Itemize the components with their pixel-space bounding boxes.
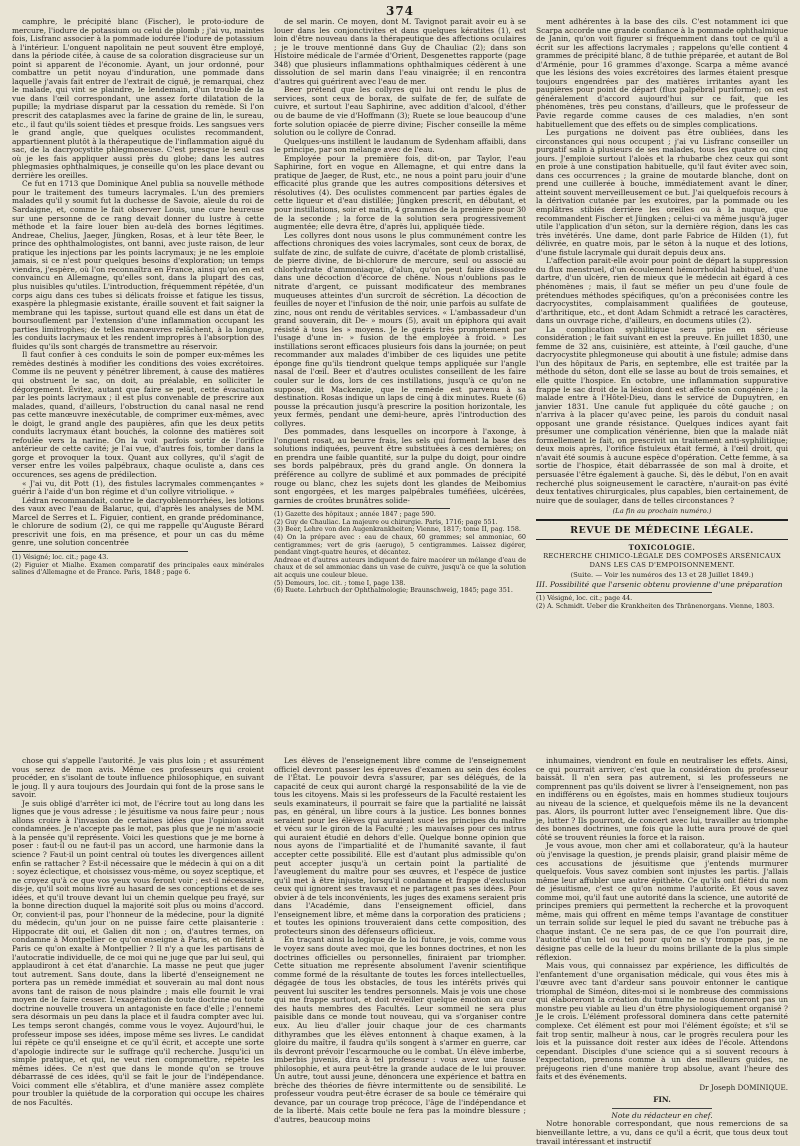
paragraph: Les collyres dont nous usons le plus communément contre les affections chroniques des voies lacrymales, sont ceux de borax, de sulfate de zinc, de sulfate de cuivre, d'acétate de plomb cristallisé, de pierre divine, de bi-chlorure de mercure, seul ou associé au chlorhydrate d'ammoniaque, d'alun, qu'on peut faire dissoudre dans une décoction d'écorce de chêne. Nous n'oublions pas le nitrate d'argent, ce puissant modificateur des membranes muqueuses atteintes d'un surcroît de sécrétion. La décoction de feuilles de noyer et l'infusion de thé noir, unie parfois au sulfate de zinc, nous ont rendu de véritables services. « L'ambassadeur d'un grand souverain, dit De- » mours (5), avait un épiphora qui avait résisté à tous les » moyens. Je le guéris très promptement par l'usage d'une in- » fusion de thé employée à froid. » Les instillations seront efficaces plusieurs fois dans la journée; on peut recommander aux malades d'imbiber de ces liquides une petite éponge fine qu'ils tiendront quelque temps appliquée sur l'angle nasal de l'œil. Beer et d'autres oculistes conseillent de les faire couler sur le dos, lors de ces instillations, jusqu'à ce qu'on ne suppose, dit Mackenzie, que le remède est parvenu à sa destination. Rosas indique un laps de cinq à dix minutes. Ruete (6) pousse la précaution jusqu'à prescrire la position horizontale, les yeux fermés, pendant une demi-heure, après l'introduction des collyres. [274,230,526,428]
paragraph: camphre, le précipité blanc (Fischer), le proto-iodure de mercure, l'iodure de potassium ou celui de plomb ; j'ai vu, maintes fois, Lisfranc associer à la pommade iodurée l'iodure de potassium à l'intérieur. L'onguent napolitain ne peut souvent être employé, dans la période citée, à cause de sa coloration disgracieuse sur un point si apparent de l'économie. Ayant, un jour ordonné, pour combattre un petit noyau d'induration, une pommade dans laquelle j'avais fait entrer de l'extrait de ciguë, je remarquai, chez le malade, qui vint se plaindre, le lendemain, d'un trouble de la vue dans l'œil correspondant, une assez forte dilatation de la pupille; la mydriase disparut par la cessation du remède. Si l'on prescrit des cataplasmes avec la farine de graine de lin, le sureau, etc., il faut qu'ils soient tièdes et presque froids. Les sangsues vers le grand angle, que quelques oculistes recommandent, appartiennent plutôt à la thérapeutique de l'inflammation aiguë du sac, de la dacryocystite phlegmoneuse. C'est presque le seul cas où je les fais appliquer aussi près du globe; dans les autres phlegmasies ophthalmiques, je conseille qu'on les place devant ou derrière les oreilles. [12,17,264,180]
footnote: (5) Demours, loc. cit. ; tome I, page 138. [274,578,406,587]
top-section [12,18,788,751]
bottom-column-3 [536,757,788,1146]
subsection-title: TOXICOLOGIE. [628,543,696,553]
editor-note-title: Note du rédacteur en chef. [611,1110,713,1120]
paragraph: Des pommades, dans lesquelles on incorpore à l'axonge, à l'onguent rosat, au beurre frais, les sels qui forment la base des solutions indiquées, peuvent être substituées à ces dernières; on en prendra une faible quantité, sur la pulpe du doigt, pour oindre ses bords palpébraux, près du grand angle. On donnera la préférence au collyre de sublimé et aux pommades de précipité rouge ou blanc, chez les sujets dont les glandes de Meibomius sont engorgées, et les marges palpébrales tuméfiées, ulcérées, garnies de croûtes brunâtres solide- [274,427,526,505]
paragraph: chose qui s'appelle l'autorité. Je vais plus loin ; et assurément vous serez de mon avis. Même ces professeurs qui croient procéder, en s'isolant de toute influence philosophique, en suivant le joug. Il y aura toujours des Jourdain qui font de la prose sans le savoir. [12,756,264,800]
bottom-column-2 [274,757,526,1146]
footnote: (3) Beer, Lehre von den Augenkrankheiten; Vienne, 1817; tome II, pag. 158. [274,525,521,534]
paragraph: La complication syphilitique sera prise en sérieuse considération ; le fait suivant en est la preuve. En juillet 1830, une femme de 32 ans, cuisinière, est atteinte, à l'œil gauche, d'une dacryocystite phlegmoneuse qui aboutit à une fistule; admise dans l'un des hôpitaux de Paris, en septembre, elle est traitée par la méthode du séton, dont elle se lasse au bout de trois semaines, et elle quitte l'hospice. En octobre, une inflammation suppurative frappe le sac droit de la lésion dont est affecté son congénère ; la malade entre à l'Hôtel-Dieu, dans le service de Dupuytren, en janvier 1831. Une canule fut appliquée du côté gauche ; on n'arriva à la placer qu'avec peine, les parois du conduit nasal opposant une grande résistance. Quelques indices ayant fait présumer une complication vénérienne, bien que la malade niât formellement le fait, on prescrivit un traitement anti-syphilitique; deux mois après, l'orifice fistuleux était fermé, à l'œil droit, qui n'avait été soumis à aucune espèce d'opération. Cette femme, à sa sortie de l'hospice, était débarrassée de son mal à droite, et persuasée l'être également à gauche. Si, dès le début, l'on en avait recherché plus soigneusement le caractère, n'aurait-on pas évité deux tentatives chirurgicales, plus capables, bien certainement, de nuire que de soulager, dans de telles circonstances ? [536,324,788,505]
divider [612,1108,713,1109]
paragraph: « J'ai vu, dit Pott (1), des fistules lacrymales commençantes » guérir à l'aide d'un bon régime et d'un collyre vitriolique. » [12,478,264,497]
paragraph: inhumaines, viendront en foule en neutraliser les effets. Ainsi, ce qui pourrait arriver, c'est que la considération du professeur baissât. Il n'en sera pas autrement, si les professeurs ne comprennent pas qu'ils doivent se livrer à l'enseignement, non pas en indifférens ou en égoïstes, mais en hommes studieux toujours au niveau de la science, et quelquefois même ils ne la devancent pas. Alors, ils pourront lutter avec l'enseignement libre. Que dis-je, lutter ? Ils pourront, de concert avec lui, travailler au triomphe des bonnes doctrines, une fois que la lutte aura prouvé de quel côté se trouvent réunies la force et la raison. [536,756,788,842]
paragraph: L'affection parait-elle avoir pour point de départ la suppression du flux menstruel, d'un écoulement hémorrhoïdal habituel, d'une dartre, d'un ulcère, rien de mieux que le médecin ait égard à ces phénomènes ; mais, il faut se méfier un peu d'une foule de prétendues méthodes spécifiques, qu'on a préconisées contre les dacryocystites, complaisamment qualifiées de gouteuse, d'arthritique, etc., et dont Adam Schmidt a retracé les caractères, dans un ouvrage riche, d'ailleurs, en documens utiles (2). [536,256,788,326]
footnote: (1) Gazette des hôpitaux ; année 1847 ; page 590. [274,510,436,519]
page-number: 374 [385,4,415,18]
part-heading: III. Possibilité que l'arsenic obtenu provienne d'une préparation [536,580,783,590]
footnote: (6) Ruete. Lehrbuch der Ophthalmologie; Braunschweig, 1845; page 351. [274,586,513,595]
paragraph: Les élèves de l'enseignement libre comme de l'enseignement officiel devront passer les épreuves d'examen au sein des écoles de l'État. Le pouvoir devra s'assurer, par ses délégués, de la capacité de ceux qui auront chargé la responsabilité de la vie de tous les citoyens. Mais si les professeurs de la Faculté restaient les seuls examinateurs, il pourrait se faire que la partialité ne laissât pas, en général, un libre cours à la justice. Les bonnes bonnes seraient pour les élèves qui auraient sucé les principes du maître et vécu sur le giron de la Faculté ; les mauvaises pour ces intrus qui auraient étudié en dehors d'elle. Quelque bonne opinion que nous ayons de l'impartialité et de l'humanité savante, il faut accepter cette possibilité. Elle est d'autant plus admissible qu'on peut accepter jusqu'à un certain point la partialité de l'aveuglement du maître pour ses œuvres, et l'espèce de justice qu'il met à être injuste, lorsqu'il condamne et frappe d'exclusion ceux qui ignorent ses travaux et ne partagent pas ses idées. Pour obvier à de tels inconvénients, les juges des examens seraient pris dans l'Académie, dans l'enseignement officiel, dans l'enseignement libre, et même dans la corporation des praticiens ; et toutes les opinions trouveraient dans cette composition, des protecteurs sinon des défenseurs officieux. [274,756,526,936]
section-divider-thin [536,539,788,540]
top-column-2 [274,18,526,751]
section-divider [536,519,788,521]
footnote: (2) Figuier et Mialhe. Examen comparatif des principales eaux minérales salines d'Allemagne et de France. Paris, 1848 ; page 6. [12,560,264,577]
footnote: (1) Vésigné, loc. cit.; page 44. [536,594,633,603]
footnote-divider [274,508,450,509]
footnote-divider [536,592,712,593]
paragraph: Employée pour la première fois, dit-on, par Taylor, l'eau Saphirine, fort en vogue en Allemagne, et qui entre dans la pratique de Jaeger, de Rust, etc., ne nous a point paru jouir d'une efficacité plus grande que les autres compositions détersives et résolutives (4). Des oculistes commencent par parties égales de cette liqueur et d'eau distillée; Jüngken prescrit, en débutant, et pour instillations, soir et matin, 4 grammes de la première pour 30 de la seconde ; la force de la solution sera progressivement augmentée; elle devra être, d'après lui, appliquée tiède. [274,153,526,232]
section-title: REVUE DE MÉDECINE LÉGALE. [570,525,754,537]
paragraph: Beer prétend que les collyres qui lui ont rendu le plus de services, sont ceux de borax, de sulfate de fer, de sulfate de cuivre, et surtout l'eau Saphirine, avec addition d'alcool, d'éther ou de baume de vie d'Hoffmann (3); Ruete se loue beaucoup d'une forte solution opiacée de pierre divine; Fischer conseille la même solution ou le collyre de Conrad. [274,85,526,138]
footnote: (4) On la prépare avec : eau de chaux, 60 grammes; sel ammoniac, 60 centigrammes; vert de gris (aerugo), 5 centigrammes. Laissez digérer, pendant vingt-quatre heures, et décantez. [274,532,526,557]
paragraph: ment adhérentes à la base des cils. C'est notamment ici que Scarpa accorde une grande confiance à la pommade ophthalmique de Janin, qu'on voit figurer si fréquemment dans tout ce qu'il a écrit sur les affections lacrymales ; rappelons qu'elle contient 4 grammes de précipité blanc, 8 de tuthie préparée, et autant de Bol d'Arménie, pour 16 grammes d'axonge. Scarpa a même avancé que les lésions des voies excrétoires des larmes étaient presque toujours engendrées par des matières irritantes ayant les paupières pour point de départ (flux palpébral puriforme); on est généralement d'accord aujourd'hui sur ce fait, que les phénomènes, très peu constans, d'ailleurs, que le professeur de Pavie regarde comme causes de ces maladies, n'en sont habituellement que des effets ou de simples complications. [536,17,788,129]
subsection-subtitle: RECHERCHE CHIMICO-LÉGALE DES COMPOSÉS ARSÉNICAUX DANS LES CAS D'EMPOISONNEMENT. [543,552,781,569]
bottom-column-1 [12,757,264,1146]
footnote: (2) Guy de Chauliac. La majeure ou chirurgie. Paris, 1716; page 551. [274,517,498,526]
paragraph: Je suis obligé d'arrêter ici mot, de l'écrire tout au long dans les lignes que je vous adresse ; le jésuitisme va nous faire peur ; nous allons croire à l'invasion de certaines idées que l'opinion avait condamnées. Je n'accepte pas le mot, pas plus que je ne m'associe à la pensée qu'il représente. Voici les questions que je me borne à poser : faut-il ou ne faut-il pas un accord, une harmonie dans la science ? Faut-il un point central où toutes les divergences aillent enfin se rattacher ? Est-il nécessaire que le médecin à qui on a dit : soyez éclectique, et choisissez vous-même, ou soyez sceptique, et ne croyez qu'à ce que vos yeux vous feront voir ; est-il nécessaire, dis-je, qu'il soit moins livré au hasard de ses conceptions et de ses idées, et qu'il trouve devant lui un chemin quelque peu frayé, sur la bonne direction duquel la majorité soit plus ou moins d'accord. Or, convient-il pas, pour l'honneur de la médecine, pour la dignité du médecin, qu'un jour on ne puisse faire cette plaisanterie : Hippocrate dit oui, et Galien dit non ; on, d'autres termes, on condamne à Montpellier ce qu'on enseigne à Paris, et on flétrit à Paris ce qu'on exalte à Montpellier ? Il n'y a que les partisans de l'autocratie individuelle, de ce moi qui ne juge que par lui seul, qui applaudiront à cet état d'anarchie. La masse ne peut que juger tout autrement. Sans doute, dans la liberté d'enseignement ne portera pas un remède immédiat et souverain au mal dont nous avons tant de raison de nous plaindre ; mais elle fournit le vrai moyen de le faire cesser. L'exagération de toute doctrine ou toute doctrine nouvelle trouvera un antagoniste en face d'elle ; l'ennemi sera désormais un peu dans la place et il faudra compter avec lui. Les temps seront changés, comme vous le voyez. Aujourd'hui, le professeur impose ses idées, impose même ses livres. Le candidat lui répète ce qu'il enseigne et ce qu'il écrit, et accepte une sorte d'apologie indirecte sur le suffrage qu'il recherche. Jusqu'ici un simple pratique, et qui, ne veut rien compromettre, répète les mêmes idées. Ce n'est que dans le monde qu'on se trouve débarrassé de ces idées, qu'il se fait le jour de l'indépendance. Voici comment elle s'établira, et d'une manière assez complète pour troubler la quiétude de la corporation qui occupe les chaires de nos Facultés. [12,798,264,1107]
paragraph: Mais vous, qui connaissez par expérience, les difficultés de l'enfantement d'une organisation médicale, qui vous êtes mis à l'œuvre avec tant d'ardeur sans pouvoir entonner le cantique triomphal de Siméon, dites-moi si le nombreuse des commissions qui élaboreront la création du tumulte ne nous donneront pas un monstre peu viable au lieu d'un être physiologiquement organisé ? Je le crois. L'élément professoral dominera dans cette paternité complexe. Cet élément est pour moi l'élément égoïste; et s'il se fait trop sentir, malheur à nous, car le progrès reculera pour les lois et la puissance doit rester aux idées de l'école. Attendons cependant. Disciples d'une science qui a si souvent recours à l'expectation, prenons comme à un des meilleurs guides, ne préjugeons rien d'une manière trop absolue, avant l'heure des faits et des événements. [536,961,788,1082]
end-marker: FIN. [653,1095,671,1105]
paragraph: Il faut confier à ces conduits le soin de pomper eux-mêmes les remèdes destinés à modifier les conditions des voies excrétoires. Comme ils ne peuvent y pénétrer librement, à cause des matières qui obstruent le sac, on doit, au préalable, en solliciter le dégorgement. Évitez, autant que faire se peut, cette évacuation par les points lacrymaux ; il est plus convenable de prescrire aux malades, quand, d'ailleurs, l'obstruction du canal nasal ne rend pas cette manœuvre inexécutable, de comprimer eux-mêmes, avec le doigt, le grand angle des paupières, afin que les deux petits conduits lacrymaux étant bouchés, la colonne des matières soit refoulée vers la narine. On la voit parfois sortir de l'orifice antérieur de cette cavité; je l'ai vue, d'autres fois, tomber dans la gorge et provoquer la toux. Quant aux collyres, qu'il s'agit de verser entre les voiles palpébraux, chaque oculiste a, dans ces occurences, ses agens de prédilection. [12,350,264,479]
paragraph: Je vous avoue, mon cher ami et collaborateur, qu'à la hauteur où j'envisage la question, je prends plaisir, grand plaisir même de ces accusations de jésuitisme que j'entends murmurer quelquefois. Vous savez combien sont injustes les partis. J'allais même leur affubler une autre épithète. Ce qu'ils ont flétri du nom de jésuitisme, c'est ce qu'on nomme l'autorité. Et vous savez comme moi, qu'il faut une autorité dans la science, une autorité de principes premiers qui permettent la recherche et la provoquent même, mais qui offrent en même temps l'avantage de constituer un terrain solide sur lequel le pied du savant ne trébuche pas à chaque instant. Ce ne sera pas, de ce que l'on pourrait dire, l'autorité d'un tel ou tel pour qu'on ne s'y trompe pas, je ne désigne pas celle de la lueur du moins brillante de la plus simple réflexion. [536,841,788,962]
top-column-1 [12,18,264,751]
signature: Dr Joseph DOMINIQUE. [699,1082,788,1092]
footnote: (2) A. Schmidt. Ueber die Krankheiten des Thränenorgans. Vienne, 1803. [536,601,775,610]
paragraph: de sel marin. Ce moyen, dont M. Tavignot parait avoir eu à se louer dans les conjonctivites et dans quelques kératites (1), est loin d'être nouveau dans la thérapeutique des affections oculaires ; je le trouve mentionné dans Guy de Chauliac (2); dans son Histoire médicale de l'armée d'Orient, Desgenettes rapporte (page 348) que plusieurs inflammations ophthalmiques cédèrent à une dissolution de sel marin dans l'eau vinaigrée; il en rencontra d'autres qui guérirent avec l'eau de mer. [274,17,526,86]
paragraph: En traçant ainsi la logique de la loi future, je vois, comme vous le voyez sans doute avec moi, que les bonnes doctrines, et non les doctrines officielles ou personnelles, finiraient par triompher. Cette situation me représente absolument l'avenir scientifique comme formé de la résultante de toutes les forces intellectuelles, dégagée de tous les obstacles, de tous les intérêts privés qui peuvent lui susciter les tendres personnels. Mais je vois une chose qui me frappe surtout, et doit réveiller quelque émotion au cœur des hauts membres des Facultés. Leur sommeil ne sera plus paisible dans ce monde tout nouveau, qui va s'organiser contre eux. Au lieu d'aller jouir chaque jour de ces charmants dithyrambes que les élèves entonnent à chaque examen, à la gloire du maître, il faudra qu'ils songent à s'armer en guerre, car ils devront prévoir l'escarmouche ou le combat. Un élève imberbe, imberbis juvenis, dira à tel professeur : vous avez une fausse philosophie, et aura peut-être la grande audace de le lui prouver. Un autre, tout aussi jeune, dénoncera une expérience et battra en brèche des théories de fièvre intermittente ou de sensibilité. Le professeur voudra peut-être écraser de sa boule ce téméraire qui devance, par un courage trop précoce, l'âge de l'indépendance et de la liberté. Mais cette boule ne fera pas la moindre blessure ; d'autres, beaucoup moins [274,935,526,1124]
paragraph: Ce fut en 1713 que Dominique Anel publia sa nouvelle méthode pour le traitement des tumeurs lacrymales. L'un des premiers malades qu'il y soumit fut la duchesse de Savoie, aïeule du roi de Sardaigne, et, comme le fait observer Louis, une cure heureuse sur une personne de ce rang devait donner du lustre à cette méthode et la faire louer bien au-delà des bornes légitimes. Andreae, Chelius, Jaeger, Jüngken, Rosas, et à leur tête Beer, le prince des ophthalmologistes, ont banni, avec juste raison, de leur pratique les injections par les points lacrymaux; je ne les emploie jamais, si ce n'est pour quelques besoins d'exploration; un temps viendra, j'espère, où l'on reconnaîtra en France, ainsi qu'on en est convaincu en Allemagne, qu'elles sont, dans la plupart des cas, plus nuisibles qu'utiles. L'introduction, fréquemment répétée, d'un corps aigu dans ces tubes si délicats froisse et fatigue les tissus, exaspère la phlegmasie existante, éraille souvent et fait saigner la membrane qui les tapisse, surtout quand elle est dans un état de boursouflement par l'extension d'une inflammation occupant les parties limitrophes; de telles manœuvres relâchent, à la longue, les conduits lacrymaux et les rendent impropres à l'absorption des fluides qu'ils sont chargés de transmettre au réservoir. [12,179,264,351]
footnote-divider [12,551,188,552]
continued-note: (La fin au prochain numéro.) [612,507,712,516]
footnote: Andreae et d'autres auteurs indiquent de faire macérer un mélange d'eau de chaux et de sel ammoniac dans un vase de cuivre, jusqu'à ce que la solution ait acquis une couleur bleue. [274,555,526,579]
paragraph: Lédran recommandait, contre le dacryoblennorrhées, les lotions des vaux avec l'eau de Balaruc, qui, d'après les analyses de MM. Marcel de Serres et L. Figuier, contient, en grande prédominance, le chlorure de sodium (2), ce qui me rappelle qu'Auguste Bérard prescrivit une fois, en ma présence, et pour un cas du même genre, une solution concentrée [12,495,264,548]
footnote: (1) Vésigné; loc. cit.; page 43. [12,552,109,561]
paragraph: Quelques-uns instillent le laudanum de Sydenham affaibli, dans le principe, par son mélange avec de l'eau. [274,136,526,155]
subsection-note: (Suite. — Voir les numéros des 13 et 28 Juillet 1849.) [570,571,754,580]
top-column-3 [536,18,788,751]
editor-note-text: Notre honorable correspondant, que nous remercions de sa bienveillante lettre, a vu, dans ce qu'il a écrit, que tous deux tout travail intéressant et instructif [536,1119,788,1146]
bottom-section [12,756,788,1146]
paragraph: Les purgations ne doivent pas être oubliées, dans les circonstances qui nous occupent ; j'ai vu Lisfranc conseiller un purgatif salin à plusieurs de ses malades, tous les quatre ou cinq jours. J'emploie surtout l'aloès et la rhubarbe chez ceux qui sont en proie à une constipation habituelle, qu'il faut éviter avec soin, dans ces occurrences ; la graine de moutarde blanche, dont on prend une cuillerée à bouche, immédiatement avant le dîner, atteint souvent merveilleusement ce but. J'ai quelquefois recours à la dérivation cutanée par les exutoires, par la pommade ou les emplâtres stibiés derrière les oreilles ou à la nuque, que recommandent Fischer et Jüngken ; celui-ci va même jusqu'à juger utile l'application d'un séton, sur la dernière région, dans les cas très invétérés. Une dame, dont parle Fabrice de Hilden (1), fut délivrée, en quatre mois, par le séton à la nuque et des lotions, d'une fistule lacrymale qui durait depuis deux ans. [536,128,788,257]
